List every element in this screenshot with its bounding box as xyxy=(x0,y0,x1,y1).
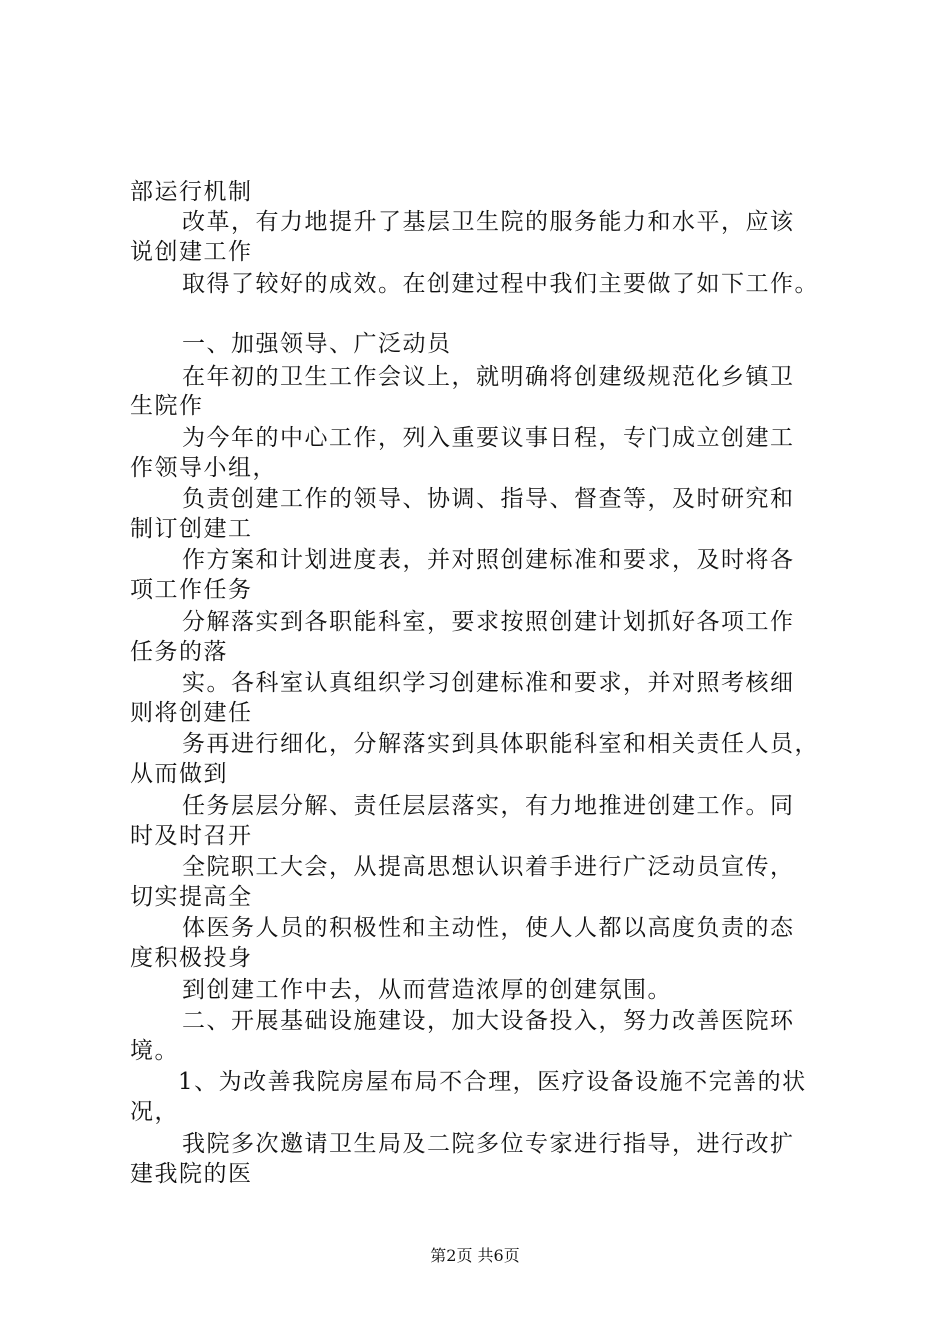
text-line: 为今年的中心工作，列入重要议事日程，专门成立创建工 xyxy=(182,425,795,451)
text-line: 项工作任务 xyxy=(130,577,253,603)
text-line: 取得了较好的成效。在创建过程中我们主要做了如下工作。 xyxy=(182,271,819,297)
text-line: 务再进行细化，分解落实到具体职能科室和相关责任人员， xyxy=(182,731,819,757)
section-heading: 二、开展基础设施建设，加大设备投入，努力改善医院环 xyxy=(182,1008,795,1034)
text-line: 制订创建工 xyxy=(130,516,253,542)
text-line: 度积极投身 xyxy=(130,945,253,971)
text-line: 生院作 xyxy=(130,393,204,419)
text-line: 实。各科室认真组织学习创建标准和要求，并对照考核细 xyxy=(182,670,795,696)
text-line: 我院多次邀请卫生局及二院多位专家进行指导，进行改扩 xyxy=(182,1131,795,1157)
text-line: 在年初的卫生工作会议上，就明确将创建级规范化乡镇卫 xyxy=(182,364,795,390)
section-heading: 一、加强领导、广泛动员 xyxy=(182,331,452,357)
text-line: 切实提高全 xyxy=(130,884,253,910)
text-line: 从而做到 xyxy=(130,761,228,787)
text-line: 部运行机制 xyxy=(130,179,253,205)
text-line: 况， xyxy=(130,1099,179,1125)
text-line: 1、为改善我院房屋布局不合理，医疗设备设施不完善的状 xyxy=(178,1069,807,1095)
text-line: 作方案和计划进度表，并对照创建标准和要求，及时将各 xyxy=(182,547,795,573)
text-line: 改革，有力地提升了基层卫生院的服务能力和水平，应该 xyxy=(182,209,795,235)
text-line: 境。 xyxy=(130,1038,179,1064)
text-line: 到创建工作中去，从而营造浓厚的创建氛围。 xyxy=(182,977,672,1003)
text-line: 作领导小组， xyxy=(130,455,277,481)
text-line: 建我院的医 xyxy=(130,1161,253,1187)
text-line: 则将创建任 xyxy=(130,700,253,726)
text-line: 任务的落 xyxy=(130,639,228,665)
text-line: 任务层层分解、责任层层落实，有力地推进创建工作。同 xyxy=(182,793,795,819)
text-line: 全院职工大会，从提高思想认识着手进行广泛动员宣传， xyxy=(182,854,795,880)
text-line: 分解落实到各职能科室，要求按照创建计划抓好各项工作 xyxy=(182,609,795,635)
text-line: 时及时召开 xyxy=(130,823,253,849)
text-line: 体医务人员的积极性和主动性，使人人都以高度负责的态 xyxy=(182,915,795,941)
text-line: 负责创建工作的领导、协调、指导、督查等，及时研究和 xyxy=(182,486,795,512)
text-line: 说创建工作 xyxy=(130,239,253,265)
page-footer: 第2页 共6页 xyxy=(430,1246,520,1265)
